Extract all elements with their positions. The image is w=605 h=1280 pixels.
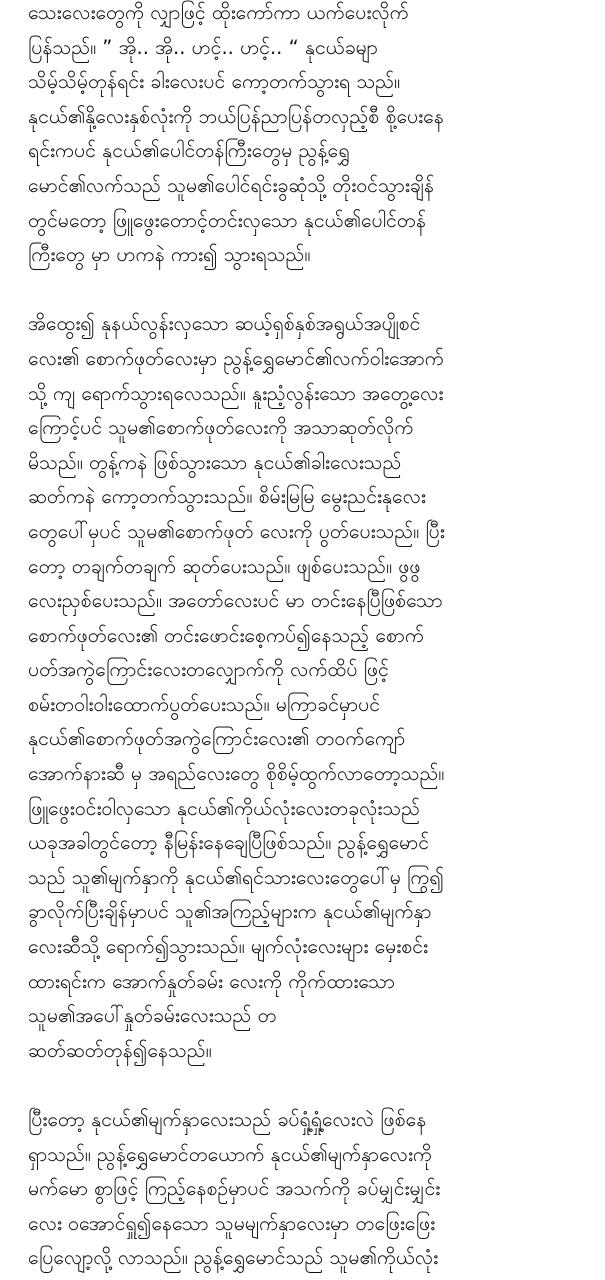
text-line: အိထွေး၍ နုနယ်လွန်းလှသော ဆယ့်ရှစ်နှစ်အရွယ်အပျိုစင် bbox=[28, 312, 421, 336]
text-line: တော့ တချက်တချက် ဆုတ်ပေးသည်။ ဖျစ်ပေးသည်။ ဖွဖွ bbox=[28, 554, 421, 578]
text-line: လေးဆီသို့ ရောက်၍သွားသည်။ မျက်လုံးလေးများ မှေးစင်း bbox=[28, 935, 428, 959]
text-line: ပြေလျော့လို့ လာသည်။ ညွန့်ရွှေမောင်သည် သူမ၏ကိုယ်လုံး bbox=[28, 1246, 439, 1270]
text-line: ဖြူဖွေးဝင်းဝါလှသော နုငယ်၏ကိုယ်လုံးလေးတခုလုံးသည် bbox=[28, 796, 421, 820]
text-line: ခွာလိုက်ပြီးချိန်မှာပင် သူ၏အကြည့်များက နုငယ်၏မျက်နှာ bbox=[28, 900, 432, 924]
text-line: ယခုအခါတွင်တော့ နီမြန်းနေချေပြီဖြစ်သည်။ ညွန့်ရွှေမောင် bbox=[28, 831, 430, 855]
text-line: စမ်းတဝါးဝါးထောက်ပွတ်ပေးသည်။ မကြာခင်မှာပင် bbox=[28, 692, 381, 716]
text-line: တွင်မတော့ ဖြူဖွေးတောင့်တင်းလှသော နုငယ်၏ပေါင်တန် bbox=[28, 208, 426, 232]
paragraph-2 bbox=[28, 307, 571, 1068]
text-line: ရှာသည်။ ညွန့်ရွှေမောင်တယောက် နုငယ်၏မျက်နှာလေးကို bbox=[28, 1142, 432, 1166]
text-line: သိမ့်သိမ့်တုန်ရင်း ခါးလေးပင် ကော့တက်သွားရ သည်။ bbox=[28, 70, 401, 94]
paragraph-gap bbox=[28, 273, 571, 308]
paragraph-3 bbox=[28, 1103, 571, 1276]
text-line: ထားရင်းက အောက်နှုတ်ခမ်း လေးကို ကိုက်ထားသော bbox=[28, 969, 395, 993]
text-line: သေးလေးတွေကို လျှာဖြင့် ထိုးကော်ကာ ယက်ပေးလိုက် bbox=[28, 1, 409, 24]
text-line: လေး၏ စောက်ဖုတ်လေးမှာ ညွန့်ရွှေမောင်၏လက်ဝါးအောက် bbox=[28, 346, 444, 370]
text-line: လေးညှစ်ပေးသည်။ အတော်လေးပင် မာ တင်းနေပြီဖြစ်သော bbox=[28, 589, 443, 613]
text-line: သို့ ကျ ရောက်သွားရလေသည်။ နူးညံ့လွန်းသော အတွေ့လေး bbox=[28, 381, 444, 405]
text-line: ကြောင့်ပင် သူမ၏စောက်ဖုတ်လေးကို အသာဆုတ်လိုက် bbox=[28, 416, 414, 440]
paragraph-1 bbox=[28, 0, 571, 273]
text-line: မောင်၏လက်သည် သူမ၏ပေါင်ရင်းခွဆုံသို့ တိုးဝင်သွားချိန် bbox=[28, 173, 434, 197]
text-line: ပြီးတော့ နုငယ်၏မျက်နှာလေးသည် ခပ်ရှုံ့ရှုံ့လေးလဲ ဖြစ်နေ bbox=[28, 1108, 427, 1131]
text-line: ဆတ်ဆတ်တုန်၍နေသည်။ bbox=[28, 1038, 212, 1062]
text-line: လေး ဝအောင်ရှူ၍နေသော သူမမျက်နှာလေးမှာ တဖြေးဖြေး bbox=[28, 1211, 436, 1235]
text-line: ပြန်သည်။ ” အို.. အို.. ဟင့်.. ဟင့်.. “ နုငယ်ခမျာ bbox=[28, 35, 378, 59]
text-line: ကြီးတွေ မှာ ဟကနဲ ကား၍ သွားရသည်။ bbox=[28, 243, 311, 267]
text-line: ဆတ်ကနဲ ကော့တက်သွားသည်။ စိမ်းမြမြ မွေးညင်းနုလေး bbox=[28, 485, 426, 509]
paragraph-gap bbox=[28, 1068, 571, 1103]
text-line: ရင်းကပင် နုငယ်၏ပေါင်တန်ကြီးတွေမှ ညွန့်ရွှေ bbox=[28, 139, 350, 163]
text-line: နုငယ်၏နို့လေးနှစ်လုံးကို ဘယ်ပြန်ညာပြန်တလှည့်စီ စို့ပေးနေ bbox=[28, 104, 444, 128]
text-line: မိသည်။ တွန့်ကနဲ ဖြစ်သွားသော နုငယ်၏ခါးလေးသည် bbox=[28, 450, 402, 474]
text-line: မက်မော စွာဖြင့် ကြည့်နေစဉ်မှာပင် အသက်ကို ခပ်မျှင်းမျှင်း bbox=[28, 1177, 441, 1201]
text-line: တွေပေါ်မှပင် သူမ၏စောက်ဖုတ် လေးကို ပွတ်ပေးသည်။ ပြီး bbox=[28, 519, 445, 543]
text-line: နုငယ်၏စောက်ဖုတ်အကွဲကြောင်းလေး၏ တဝက်ကျော် bbox=[28, 727, 406, 751]
text-line: ပတ်အကွဲကြောင်းလေးတလျှောက်ကို လက်ထိပ် ဖြင့် bbox=[28, 658, 389, 682]
text-line: စောက်ဖုတ်လေး၏ တင်းဖောင်းစေ့ကပ်၍နေသည့် စောက် bbox=[28, 623, 425, 647]
text-line: သူမ၏အပေါ်နှုတ်ခမ်းလေးသည် တ bbox=[28, 1004, 277, 1028]
text-line: အောက်နားဆီ မှ အရည်လေးတွေ စိုစိမ့်ထွက်လာတော့သည်။ bbox=[28, 762, 445, 786]
text-line: သည် သူ၏မျက်နှာကို နုငယ်၏ရင်သားလေးတွေပေါ်မှ ကြွ၍ bbox=[28, 865, 445, 889]
